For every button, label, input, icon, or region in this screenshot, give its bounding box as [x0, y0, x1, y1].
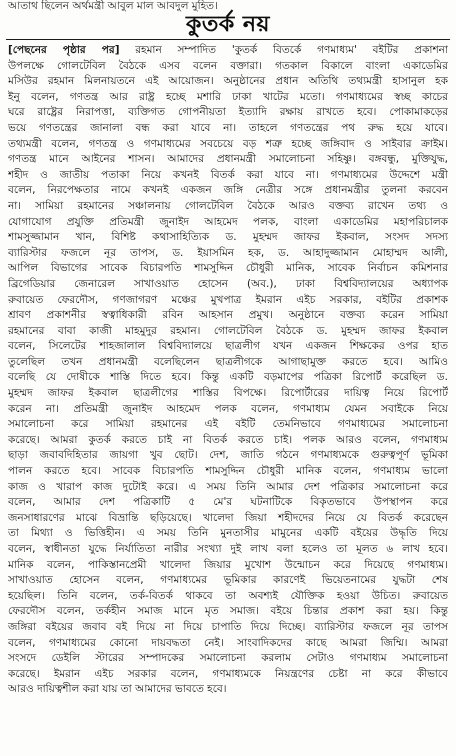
article-line [8, 402, 448, 418]
article-line-text: বলেন, স্বাধীনতা যুদ্ধে নির্যাতিতা নারীর সংখ্যা দুই লাখ বলা হলেও তা মূলত ৬ লাখ হবে। [8, 543, 448, 555]
article-line [8, 324, 448, 340]
article-line-text: না। সামিয়া রহমানের সঞ্চালনায় গোলটেবিল বৈঠকে আরও বক্তব্য রাখেন তথ্য ও [8, 199, 448, 212]
article-line [8, 542, 448, 558]
article-line-text: উপলক্ষে গোলটেবিল বৈঠকে এসব বলেন বক্তারা। গতকাল বিকালে বাংলা একাডেমির [8, 59, 448, 72]
article-line [8, 355, 448, 371]
article-line-text: বলেন, গণমাধ্যমের কোনো দায়বদ্ধতা নেই। সাংবাদিকদের কাছে আমরা জিম্মি। আমরা [8, 636, 448, 649]
article-line [8, 636, 448, 652]
article-line-text: রুবায়েত ফেরদৌস, গণজাগরণ মঞ্চের মুখপাত্র ইমরান এইচ সরকার, বইটির প্রকাশক [8, 293, 448, 306]
article-line-text: জঙ্গিরা বইয়ের জবাব বই দিয়ে না দিয়ে চাপাতি দিয়ে দিচ্ছে। ব্যারিস্টার ফজলে নূর তাপস [8, 620, 448, 633]
article-line-text: শামসুজ্জামান খান, বিশিষ্ট কথাসাহিত্যিক ড. মুহম্মদ জাফর ইকবাল, সংসদ সদস্য [8, 231, 448, 244]
article-line-text: কাজ ও খারাপ কাজ দুটোই করে। এ সময় তিনি আমার দেশ পত্রিকার সমালোচনা করে [8, 480, 448, 493]
article-line-text: রহমানের বাবা কাজী মাহমুদুর রহমান। গোলটেবিল বৈঠকে ড. মুহম্মদ জাফর ইকবাল [8, 324, 448, 337]
article-line [8, 417, 448, 433]
article-line-text: ঘরে রাষ্ট্রের নিরাপত্তা, ব্যক্তিগত গোপনীয়তা ইত্যাদি রক্ষায় রাখতে হবে। পোকামাকড়ের [8, 106, 448, 119]
previous-article-line: আতাথ ছিলেন অর্থমন্ত্রী আবুল মাল আবদুল মুহিত। [8, 0, 218, 12]
article-line [8, 215, 448, 231]
article-line [8, 230, 448, 246]
article-line-text: করেছে। ইমরান এইচ সরকার বলেন, গণমাধ্যমকে নিয়ন্ত্রণের চেষ্টা না করে কীভাবে [8, 667, 448, 680]
article-line-text: পালন করতে হবে। সাবেক বিচারপতি শামসুদ্দিন চৌধুরী মানিক বলেন, গণমাধ্যম ভালো [8, 465, 448, 478]
article-body [8, 43, 448, 754]
article-line-text: ব্যারিস্টার ফজলে নূর তাপস, ড. ইয়াসমিন হক, ড. আহাদুজ্জামান মোহাম্মদ আলী, [8, 246, 448, 259]
article-line [8, 277, 448, 293]
article-line [8, 308, 448, 324]
article-line-text: মুহম্মদ জাফর ইকবাল ছাত্রলীগের শাস্তির বিপক্ষে। রিপোর্টারের দায়িত্ব নিয়ে রিপোর্ট [8, 387, 448, 400]
article-line [8, 495, 448, 511]
article-line [8, 121, 448, 137]
article-line-text: আরও দায়িত্বশীল করা যায় তা আমাদের ভাবতে হবে। [8, 683, 227, 696]
article-line-text: করেন না। প্রতিমন্ত্রী জুনাইদ আহমেদ পলক বলেন, গণমাধ্যম যেমন সবাইকে নিয়ে [8, 402, 448, 415]
article-line-text: যোগাযোগ প্রযুক্তি প্রতিমন্ত্রী জুনাইদ আহমেদ পলক, বাংলা একাডেমির মহাপরিচালক [8, 215, 448, 228]
article-line-text: সংসদে ডেইলি স্টারের সম্পাদকের সমালোচনা করলাম সেটাও গণমাধ্যম সমালোচনা [8, 652, 448, 665]
article-line [8, 448, 448, 464]
article-line-text: বলেছি যে দোষীকে শাস্তি দিতে হবে। কিন্তু একটি বড়মাপের পত্রিকা রিপোর্ট করেছিল ড. [8, 371, 448, 384]
article-line [8, 433, 448, 449]
article-line-text: ইনু বলেন, গণতন্ত্র আর রাষ্ট্র হচ্ছে মশারি ঢাকা খাটের মতো। গণমাধ্যমের স্বচ্ছ কাচের [8, 90, 448, 103]
article-line [8, 682, 448, 698]
article-line [8, 620, 448, 636]
article-line-text: তুলেছিল তখন প্রধানমন্ত্রী বলেছিলেন ছাত্রলীগকে আগাছামুক্ত করতে হবে। আমিও [8, 355, 448, 368]
article-line-text: বলেন, আমার দেশ পত্রিকাটি ৫ মে'র ঘটনাটিকে বিকৃতভাবে উপস্থাপন করে [8, 496, 448, 509]
article-line [8, 604, 448, 620]
article-line [8, 651, 448, 667]
article-line [8, 137, 448, 153]
article-line-text: হয়েছিল। তিনি বলেন, তর্ক-বিতর্ক থাকবে তা অবশ্যই যৌক্তিক হওয়া উচিত। রুবায়েত [8, 589, 448, 602]
article-line [8, 152, 448, 168]
article-line-text: শ্রাবণ প্রকাশনীর স্বত্বাধিকারী রবিন আহসান প্রমুখ। অনুষ্ঠানে বক্তব্য করেন সামিয়া [8, 309, 448, 322]
article-line-text: আপিল বিভাগের সাবেক বিচারপতি শামসুদ্দিন চৌধুরী মানিক, সাবেক নির্বাচন কমিশনার [8, 262, 448, 275]
article-line-text: বলেন, নিরপেক্ষতার নামে কখনই একজন জঙ্গি নেত্রীর সঙ্গে প্রধানমন্ত্রীর তুলনা করবেন [8, 184, 448, 197]
article-line-text: সমালোচনা করে সামিয়া রহমানের এই বইটি তেমনিভাবে গণমাধ্যমের সমালোচনা [8, 418, 448, 431]
headline: কুতর্ক নয় [185, 11, 271, 37]
article-line [8, 59, 448, 75]
article-line-text: শহীদ ও জাতীয় পতাকা নিয়ে কখনই বিতর্ক করা যাবে না। গণমাধ্যমের উদ্দেশে মন্ত্রী [8, 168, 448, 181]
article-line [8, 105, 448, 121]
article-line [8, 199, 448, 215]
article-line [8, 43, 448, 59]
article-line-text: ছাড়া জবাবদিহিতার জায়গা খুব ছোট। দেশ, জাতি গঠনে গণমাধ্যমকে গুরুত্বপূর্ণ ভূমিকা [8, 449, 448, 462]
article-line [8, 90, 448, 106]
article-line [8, 480, 448, 496]
article-line-text: রহমান সম্পাদিত 'কুতর্ক বিতর্কে গণমাধ্যম' বইটির প্রকাশনা [119, 44, 448, 56]
article-line [8, 573, 448, 589]
article-line [8, 667, 448, 683]
article-line-text: তা মিথ্যা ও ভিত্তিহীন। এ সময় তিনি মুনতাসীর মামুনের একটি বইয়ের উদ্ধৃতি দিয়ে [8, 527, 448, 540]
article-line [8, 558, 448, 574]
article-line [8, 74, 448, 90]
article-line [8, 526, 448, 542]
article-line-text: গণতন্ত্র মানে আইনের শাসন। আমাদের প্রধানমন্ত্রী সমালোচনা সহিষ্ণু। বঙ্গবন্ধু, মুক্তিযুদ্ধ, [8, 153, 448, 166]
article-line [8, 168, 448, 184]
continuation-label: [পেছনের পৃষ্ঠার পর] [8, 44, 120, 56]
headline-rule [6, 39, 450, 40]
article-line [8, 261, 448, 277]
article-line-text: ব্রিগেডিয়ার জেনারেল সাখাওয়াত হোসেন (অব.), ঢাকা বিশ্ববিদ্যালয়ের অধ্যাপক [8, 277, 448, 290]
article-line-text: মসিউর রহমান মিলনায়তনে এই আয়োজন। অনুষ্ঠানের প্রধান অতিথি তথ্যমন্ত্রী হাসানুল হক [8, 75, 448, 88]
article-line [8, 183, 448, 199]
article-line [8, 246, 448, 262]
article-line [8, 511, 448, 527]
article-line [8, 293, 448, 309]
article-line-text: জনসাধারণের মাঝে বিভ্রান্তি ছড়িয়েছে। খালেদা জিয়া শহীদদের নিয়ে যে বিতর্ক করেছেন [8, 511, 448, 524]
article-line-text: মানিক বলেন, পাকিস্তানপ্রেমী খালেদা জিয়ার মুখোশ উন্মোচন করে দিয়েছে গণমাধ্যম। [8, 558, 448, 571]
article-line [8, 386, 448, 402]
article-line-text: তথ্যমন্ত্রী বলেন, গণতন্ত্র ও গণমাধ্যমের সবচেয়ে বড় শত্রু হচ্ছে জঙ্গিবাদ ও সাইবার ক্রাইম। [8, 137, 448, 150]
article-line-text: সাখাওয়াত হোসেন বলেন, গণমাধ্যমের ভূমিকার কারণেই ভিয়েতনামের যুদ্ধটা শেষ [8, 574, 448, 587]
article-line [8, 464, 448, 480]
article-line-text: ফেরদৌস বলেন, তর্কহীন সমাজ মানে মৃত সমাজ। বইয়ে চিন্তার প্রকাশ করা হয়। কিন্তু [8, 605, 448, 618]
article-line [8, 589, 448, 605]
article-line-text: বলেন, সিলেটের শাহজালাল বিশ্ববিদ্যালয়ে ছাত্রলীগ যখন একজন শিক্ষকের ওপর হাত [8, 340, 448, 353]
article-line-text: ভয়ে গণতন্ত্রের জানালা বন্ধ করা যাবে না। তাহলে গণতন্ত্রের পথ রুদ্ধ হয়ে যাবে। [8, 121, 448, 134]
article-line-text: করেছে। আমরা কুতর্ক করতে চাই না বিতর্ক করতে চাই। পলক আরও বলেন, গণমাধ্যম [8, 433, 448, 446]
article-line [8, 339, 448, 355]
article-line [8, 370, 448, 386]
